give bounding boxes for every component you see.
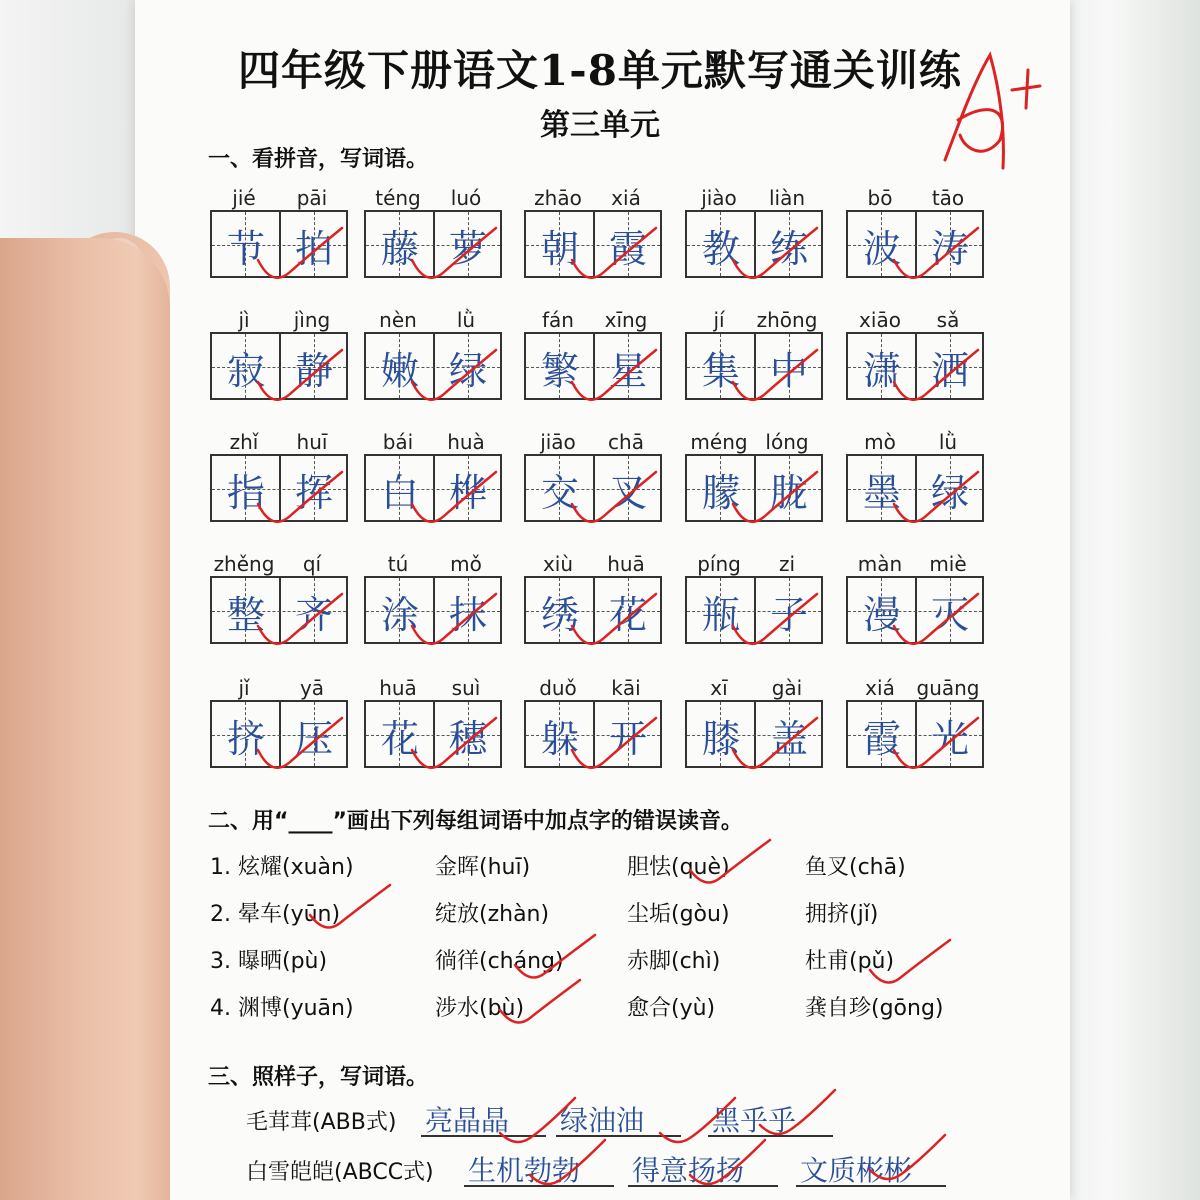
handwritten-character: 静 [294, 349, 333, 393]
pinyin-label: pāi [296, 186, 328, 210]
section1-heading: 一、看拼音，写词语。 [208, 147, 429, 172]
pinyin-label: zhāo [534, 186, 582, 210]
writing-box [364, 210, 502, 278]
handwritten-character: 瓶 [701, 593, 740, 637]
pronunciation-item: 杜甫(pǔ) [805, 949, 895, 974]
pinyin-label: huī [296, 430, 328, 454]
handwritten-character: 潇 [862, 349, 901, 393]
handwritten-character: 光 [930, 717, 969, 761]
handwritten-character: 穗 [448, 717, 487, 761]
pinyin-label: lóng [765, 430, 809, 454]
handwritten-character: 花 [608, 593, 647, 637]
pinyin-label: zhōng [756, 308, 818, 332]
pinyin-label: méng [690, 430, 748, 454]
handwritten-character: 藤 [380, 227, 419, 271]
writing-box [524, 576, 662, 644]
writing-box [846, 210, 984, 278]
handwritten-character: 齐 [294, 593, 333, 637]
handwritten-character: 盖 [769, 717, 808, 761]
writing-box [846, 454, 984, 522]
handwritten-character: 漫 [862, 593, 901, 637]
pattern-label: 白雪皑皑(ABCC式) [246, 1160, 434, 1185]
writing-box [685, 454, 823, 522]
handwritten-character: 波 [862, 227, 901, 271]
writing-box [364, 454, 502, 522]
handwritten-character: 繁 [540, 349, 579, 393]
pinyin-label: fán [542, 308, 574, 332]
section3-heading: 三、照样子，写词语。 [208, 1065, 429, 1090]
writing-box [685, 332, 823, 400]
writing-box [524, 210, 662, 278]
writing-box [846, 700, 984, 768]
pinyin-label: jì [238, 308, 250, 332]
pinyin-label: liàn [768, 186, 806, 210]
handwritten-answer: 黑乎乎 [712, 1104, 797, 1137]
pinyin-label: suì [451, 676, 481, 700]
handwritten-character: 寂 [226, 349, 265, 393]
handwritten-character: 练 [769, 227, 808, 271]
pinyin-label: jǐ [238, 676, 250, 700]
pronunciation-item: 愈合(yù) [627, 996, 716, 1021]
writing-box [210, 454, 348, 522]
pinyin-label: huā [607, 552, 645, 576]
pronunciation-item: 鱼叉(chā) [805, 855, 906, 880]
writing-box [846, 576, 984, 644]
handwritten-character: 朦 [701, 471, 740, 515]
pinyin-label: màn [857, 552, 903, 576]
handwritten-character: 整 [226, 593, 265, 637]
writing-box [524, 700, 662, 768]
handwritten-character: 膝 [701, 717, 740, 761]
writing-box [210, 700, 348, 768]
writing-box [685, 210, 823, 278]
handwritten-character: 桦 [448, 471, 487, 515]
writing-box [364, 332, 502, 400]
pronunciation-item: 1. 炫耀(xuàn) [210, 855, 354, 880]
pinyin-label: bō [867, 186, 893, 210]
pinyin-label: huā [379, 676, 417, 700]
handwritten-character: 灭 [930, 593, 969, 637]
handwritten-character: 绣 [540, 593, 579, 637]
section2-heading: 二、用“____”画出下列每组词语中加点字的错误读音。 [208, 809, 743, 834]
pinyin-label: bái [382, 430, 414, 454]
pinyin-label: yā [299, 676, 325, 700]
pinyin-label: xī [710, 676, 728, 700]
pronunciation-item: 尘垢(gòu) [627, 902, 730, 927]
pronunciation-item: 拥挤(jǐ) [805, 902, 879, 927]
handwritten-character: 交 [540, 471, 579, 515]
writing-box [210, 210, 348, 278]
handwritten-character: 涛 [930, 227, 969, 271]
handwritten-character: 挥 [294, 471, 333, 515]
pinyin-label: tú [387, 552, 409, 576]
writing-box [846, 332, 984, 400]
pinyin-label: zhǐ [229, 430, 259, 454]
pronunciation-item: 2. 晕车(yūn) [210, 902, 341, 927]
writing-box [364, 700, 502, 768]
pinyin-label: jí [713, 308, 725, 332]
handwritten-character: 白 [380, 471, 419, 515]
pinyin-label: xiāo [859, 308, 901, 332]
handwritten-character: 子 [769, 593, 808, 637]
pronunciation-item: 金晖(huī) [435, 855, 531, 880]
pinyin-label: qí [302, 552, 322, 576]
handwritten-character: 霞 [608, 227, 647, 271]
pinyin-label: kāi [611, 676, 641, 700]
handwritten-character: 中 [769, 349, 808, 393]
handwritten-character: 胧 [769, 471, 808, 515]
unit-subtitle: 第三单元 [540, 108, 660, 143]
pinyin-label: jié [232, 186, 256, 210]
handwritten-character: 挤 [226, 717, 265, 761]
pinyin-label: sǎ [936, 308, 960, 332]
handwritten-character: 开 [608, 717, 647, 761]
pinyin-label: xiá [611, 186, 641, 210]
pronunciation-item: 胆怯(què) [627, 855, 730, 880]
handwritten-character: 朝 [540, 227, 579, 271]
pronunciation-item: 赤脚(chì) [627, 949, 721, 974]
pinyin-label: chā [608, 430, 644, 454]
background-window [1050, 0, 1200, 1200]
handwritten-character: 花 [380, 717, 419, 761]
pinyin-label: huà [447, 430, 485, 454]
worksheet-title: 四年级下册语文1-8单元默写通关训练 [238, 46, 962, 95]
pronunciation-item: 龚自珍(gōng) [805, 996, 944, 1021]
pinyin-label: lǜ [456, 308, 476, 332]
pinyin-label: xīng [604, 308, 648, 332]
pinyin-label: duǒ [539, 676, 577, 700]
writing-box [524, 454, 662, 522]
handwritten-character: 绿 [448, 349, 487, 393]
hand [0, 238, 170, 1200]
pronunciation-item: 涉水(bù) [435, 996, 525, 1021]
pinyin-label: mò [864, 430, 896, 454]
handwritten-character: 萝 [448, 227, 487, 271]
handwritten-character: 节 [226, 227, 265, 271]
writing-box [210, 576, 348, 644]
handwritten-character: 霞 [862, 717, 901, 761]
handwritten-character: 集 [701, 349, 740, 393]
handwritten-character: 叉 [608, 471, 647, 515]
pinyin-label: miè [929, 552, 967, 576]
pinyin-label: tāo [931, 186, 965, 210]
writing-box [364, 576, 502, 644]
pattern-label: 毛茸茸(ABB式) [246, 1110, 397, 1135]
pinyin-label: jìng [293, 308, 331, 332]
pronunciation-item: 徜徉(cháng) [435, 949, 564, 974]
handwritten-character: 嫩 [380, 349, 419, 393]
pinyin-label: lǜ [938, 430, 958, 454]
pronunciation-item: 3. 曝晒(pù) [210, 949, 328, 974]
pinyin-label: gài [771, 676, 803, 700]
pinyin-label: mǒ [450, 552, 482, 576]
handwritten-answer: 得意扬扬 [632, 1154, 745, 1187]
pinyin-label: nèn [379, 308, 417, 332]
handwritten-answer: 文质彬彬 [800, 1154, 913, 1187]
writing-box [524, 332, 662, 400]
handwritten-character: 涂 [380, 593, 419, 637]
handwritten-character: 绿 [930, 471, 969, 515]
handwritten-character: 抹 [448, 593, 487, 637]
handwritten-character: 压 [294, 717, 333, 761]
pinyin-label: luó [450, 186, 482, 210]
pinyin-label: jiào [701, 186, 737, 210]
writing-box [685, 576, 823, 644]
writing-box [210, 332, 348, 400]
pronunciation-item: 绽放(zhàn) [435, 902, 550, 927]
handwritten-character: 拍 [294, 227, 333, 271]
pinyin-label: píng [697, 552, 741, 576]
pinyin-label: xiá [865, 676, 895, 700]
handwritten-character: 躲 [540, 717, 579, 761]
pinyin-label: guāng [916, 676, 980, 700]
pronunciation-item: 4. 渊博(yuān) [210, 996, 354, 1021]
handwritten-character: 指 [226, 471, 265, 515]
pinyin-label: jiāo [540, 430, 576, 454]
handwritten-answer: 亮晶晶 [425, 1104, 510, 1137]
writing-box [685, 700, 823, 768]
handwritten-character: 星 [608, 349, 647, 393]
pinyin-label: téng [375, 186, 421, 210]
handwritten-character: 教 [701, 227, 740, 271]
handwritten-character: 洒 [930, 349, 969, 393]
pinyin-label: zhěng [213, 552, 275, 576]
pinyin-label: xiù [542, 552, 574, 576]
handwritten-answer: 绿油油 [560, 1104, 645, 1137]
handwritten-answer: 生机勃勃 [468, 1154, 581, 1187]
handwritten-character: 墨 [862, 471, 901, 515]
pinyin-label: zi [778, 552, 796, 576]
